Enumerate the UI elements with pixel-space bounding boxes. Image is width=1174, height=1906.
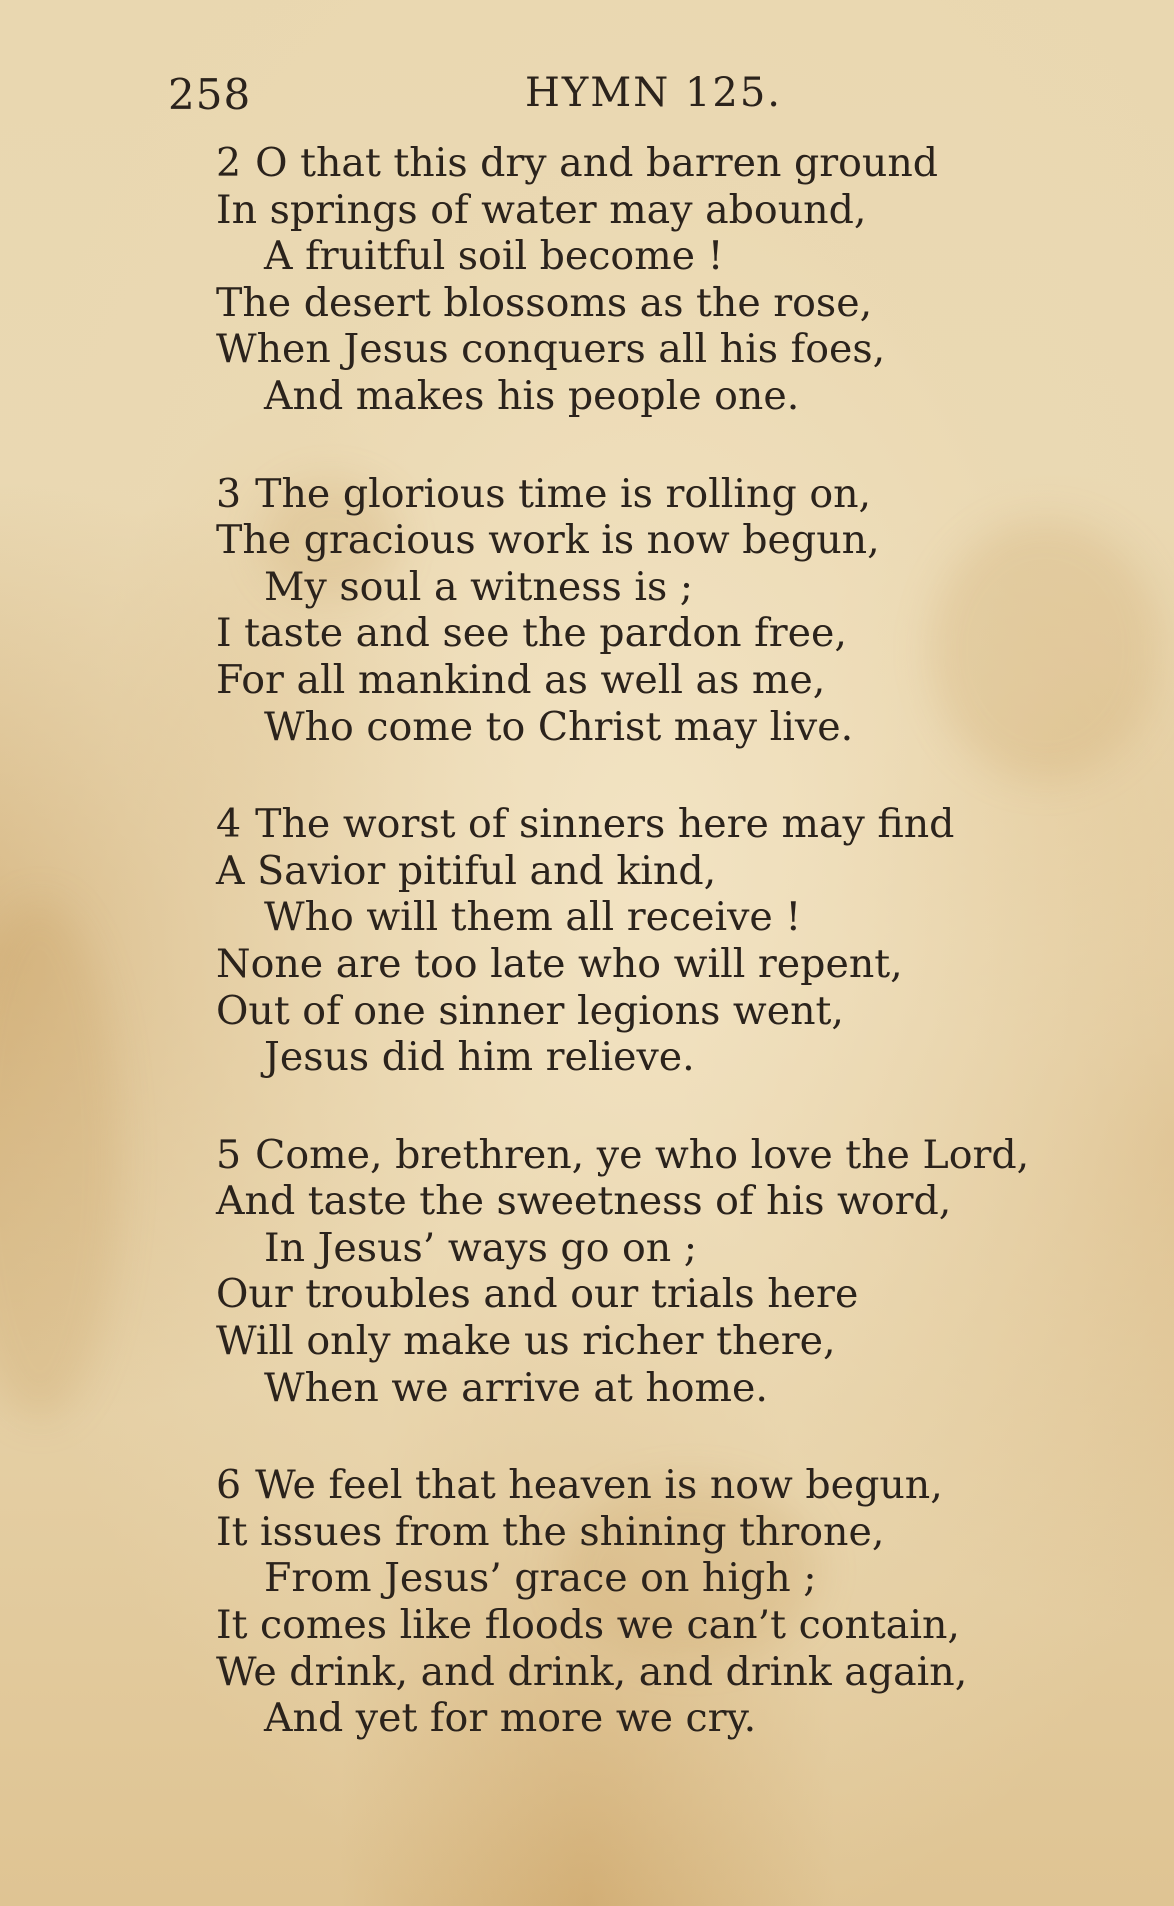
verse-line: The desert blossoms as the rose, bbox=[216, 279, 873, 326]
hymn-verses bbox=[216, 140, 1116, 1793]
verse-line bbox=[216, 140, 1116, 187]
verse-line: When we arrive at home. bbox=[264, 1364, 768, 1411]
verse-line: Who come to Christ may live. bbox=[264, 703, 854, 750]
verse-line: Will only make us richer there, bbox=[216, 1318, 836, 1365]
verse-line: None are too late who will repent, bbox=[216, 940, 903, 987]
verse-line: In springs of water may abound, bbox=[216, 186, 867, 233]
verse-line: A Savior pitiful and kind, bbox=[216, 847, 717, 894]
verse-line: I taste and see the pardon free, bbox=[216, 610, 847, 657]
verse-line: Out of one sinner legions went, bbox=[216, 987, 844, 1034]
verse-line-text: The glorious time is rolling on, bbox=[255, 470, 872, 517]
verse-5 bbox=[216, 1132, 1116, 1412]
verse-line bbox=[216, 801, 1116, 848]
verse-line: And yet for more we cry. bbox=[264, 1695, 757, 1742]
verse-line: And makes his people one. bbox=[264, 372, 800, 419]
verse-line: And taste the sweetness of his word, bbox=[216, 1178, 952, 1225]
verse-line: A fruitful soil become ! bbox=[264, 233, 724, 280]
verse-6 bbox=[216, 1462, 1116, 1742]
verse-number: 2 bbox=[216, 140, 242, 186]
verse-line-text: O that this dry and barren ground bbox=[255, 140, 939, 186]
verse-2 bbox=[216, 140, 1116, 420]
verse-line: We drink, and drink, and drink again, bbox=[216, 1648, 968, 1695]
verse-line bbox=[216, 1132, 1116, 1179]
verse-line-text: Come, brethren, ye who love the Lord, bbox=[255, 1131, 1030, 1178]
verse-line: The gracious work is now begun, bbox=[216, 517, 880, 564]
verse-number: 4 bbox=[216, 801, 242, 848]
page-header bbox=[0, 70, 1174, 120]
verse-line: Who will them all receive ! bbox=[264, 894, 802, 941]
verse-3 bbox=[216, 471, 1116, 751]
verse-number: 6 bbox=[216, 1462, 242, 1509]
verse-line: It issues from the shining throne, bbox=[216, 1508, 885, 1555]
verse-line: For all mankind as well as me, bbox=[216, 656, 826, 703]
verse-line-text: The worst of sinners here may find bbox=[255, 801, 955, 848]
verse-4 bbox=[216, 801, 1116, 1081]
verse-line: Jesus did him relieve. bbox=[264, 1034, 695, 1081]
verse-line: Our troubles and our trials here bbox=[216, 1271, 859, 1318]
verse-line bbox=[216, 471, 1116, 518]
verse-line: It comes like floods we can’t contain, bbox=[216, 1602, 960, 1649]
verse-line: When Jesus conquers all his foes, bbox=[216, 326, 886, 373]
paper-stain bbox=[0, 900, 120, 1420]
page-number: 258 bbox=[168, 70, 252, 119]
verse-line: In Jesus’ ways go on ; bbox=[264, 1224, 698, 1271]
verse-line bbox=[216, 1462, 1116, 1509]
verse-line: From Jesus’ grace on high ; bbox=[264, 1555, 817, 1602]
verse-line: My soul a witness is ; bbox=[264, 563, 694, 610]
verse-number: 3 bbox=[216, 470, 242, 517]
hymn-title: HYMN 125. bbox=[525, 70, 783, 116]
verse-line-text: We feel that heaven is now begun, bbox=[255, 1462, 943, 1509]
verse-number: 5 bbox=[216, 1131, 242, 1178]
